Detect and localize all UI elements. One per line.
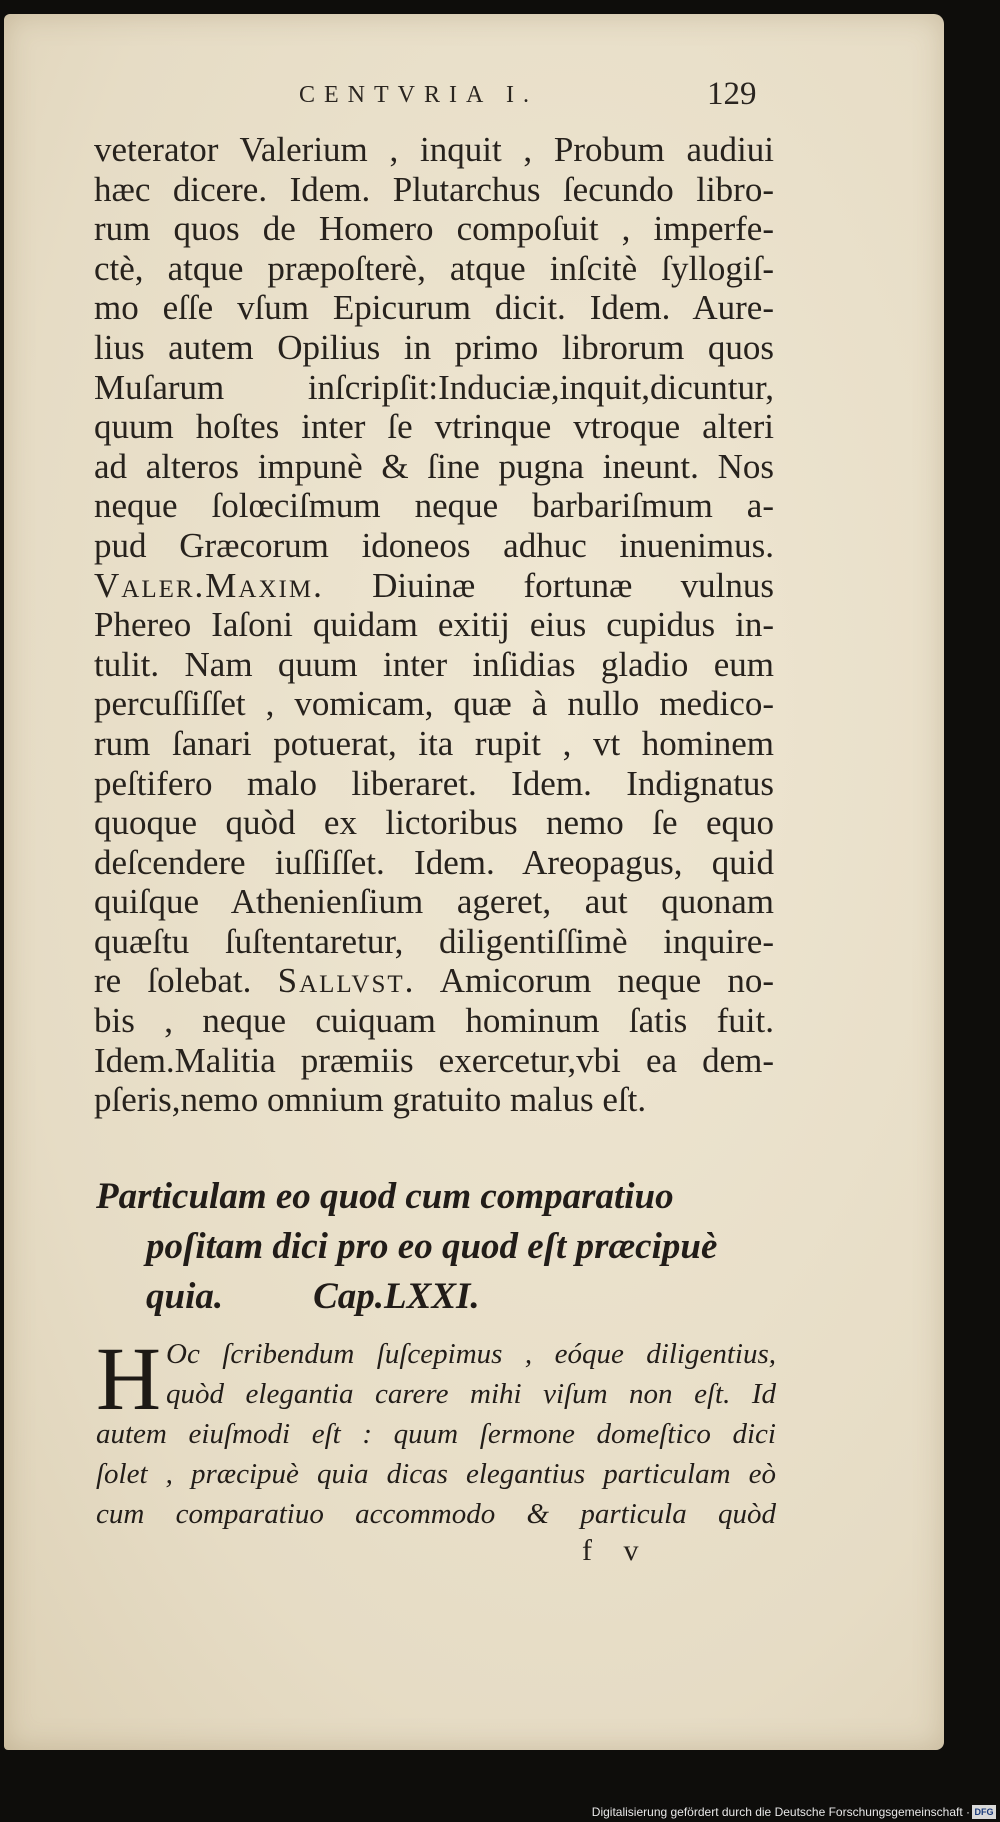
text-line: Idem.Malitia præmiis exercetur,vbi ea dem- bbox=[94, 1040, 774, 1080]
text-line: ſolet , præcipuè quia dicas elegantius particulam eò bbox=[96, 1458, 776, 1490]
text-line: neque ſolœciſmum neque barbariſmum a- bbox=[94, 486, 774, 526]
text-fragment: Amicorum neque no- bbox=[439, 961, 774, 1001]
text-line: pſeris,nemo omnium gratuito malus eſt. bbox=[94, 1080, 647, 1120]
footer-credit: Digitalisierung gefördert durch die Deutsche Forschungsgemeinschaft · bbox=[591, 1805, 970, 1819]
drop-capital: H bbox=[96, 1330, 161, 1429]
text-line: deſcendere iuſſiſſet. Idem. Areopagus, quid bbox=[94, 842, 774, 882]
text-line: pud Græcorum idoneos adhuc inuenimus. bbox=[94, 525, 774, 565]
chapter-heading bbox=[96, 1172, 776, 1322]
text-line: bis , neque cuiquam hominum ſatis fuit. bbox=[94, 1001, 774, 1041]
text-fragment: re ſolebat. bbox=[94, 961, 252, 1001]
text-line: mo eſſe vſum Epicurum dicit. Idem. Aure- bbox=[94, 288, 774, 328]
text-line: Oc ſcribendum ſuſcepimus , eóque diligentius, bbox=[166, 1338, 776, 1370]
text-line: quum hoſtes inter ſe vtrinque vtroque alteri bbox=[94, 407, 774, 447]
text-line: ad alteros impunè & ſine pugna ineunt. Nos bbox=[94, 446, 774, 486]
text-line bbox=[94, 566, 774, 606]
text-line: quoque quòd ex lictoribus nemo ſe equo bbox=[94, 803, 774, 843]
heading-line: Particulam eo quod cum comparatiuo bbox=[96, 1176, 674, 1217]
running-title: CENTVRIA I. bbox=[299, 82, 538, 108]
text-line: ctè, atque præpoſterè, atque inſcitè ſyllogiſ- bbox=[94, 248, 774, 288]
text-line: hæc dicere. Idem. Plutarchus ſecundo libro- bbox=[94, 169, 774, 209]
chapter-text bbox=[96, 1330, 776, 1534]
text-line: percuſſiſſet , vomicam, quæ à nullo medico- bbox=[94, 684, 774, 724]
text-line: Phereo Iaſoni quidam exitij eius cupidus in- bbox=[94, 605, 774, 645]
text-line: peſtifero malo liberaret. Idem. Indignatus bbox=[94, 763, 774, 803]
chapter-number: Cap.LXXI. bbox=[313, 1276, 480, 1317]
text-line: quiſque Athenienſium ageret, aut quonam bbox=[94, 882, 774, 922]
signature-mark: f v bbox=[582, 1534, 651, 1567]
text-line bbox=[94, 961, 774, 1001]
text-line: lius autem Opilius in primo librorum quos bbox=[94, 327, 774, 367]
text-line: Muſarum inſcripſit:Induciæ,inquit,dicuntur, bbox=[94, 367, 774, 407]
text-line: quòd elegantia carere mihi viſum non eſt. Id bbox=[166, 1378, 776, 1410]
text-line: autem eiuſmodi eſt : quum ſermone domeſtico dici bbox=[96, 1418, 776, 1450]
author-citation: Valer.Maxim. bbox=[94, 565, 324, 605]
text-line: rum quos de Homero compoſuit , imperfe- bbox=[94, 209, 774, 249]
text-fragment: Diuinæ fortunæ vulnus bbox=[372, 565, 775, 605]
heading-line: poſitam dici pro eo quod eſt præcipuè bbox=[146, 1226, 718, 1267]
book-page bbox=[4, 14, 944, 1750]
text-line: quæſtu ſuſtentaretur, diligentiſſimè inquire- bbox=[94, 921, 774, 961]
page-number: 129 bbox=[707, 76, 757, 112]
dfg-logo-icon: DFG bbox=[972, 1805, 996, 1819]
text-line: cum comparatiuo accommodo & particula quòd bbox=[96, 1498, 776, 1530]
page-header bbox=[4, 76, 944, 122]
heading-line bbox=[96, 1272, 776, 1322]
text-line: tulit. Nam quum inter inſidias gladio eum bbox=[94, 644, 774, 684]
heading-fragment: quia. bbox=[146, 1276, 224, 1317]
text-line: rum ſanari potuerat, ita rupit , vt hominem bbox=[94, 723, 774, 763]
text-line: veterator Valerium , inquit , Probum audiui bbox=[94, 130, 774, 169]
digitization-footer bbox=[0, 1800, 1000, 1822]
author-citation: Sallvst. bbox=[277, 961, 416, 1001]
body-text bbox=[94, 130, 774, 1120]
